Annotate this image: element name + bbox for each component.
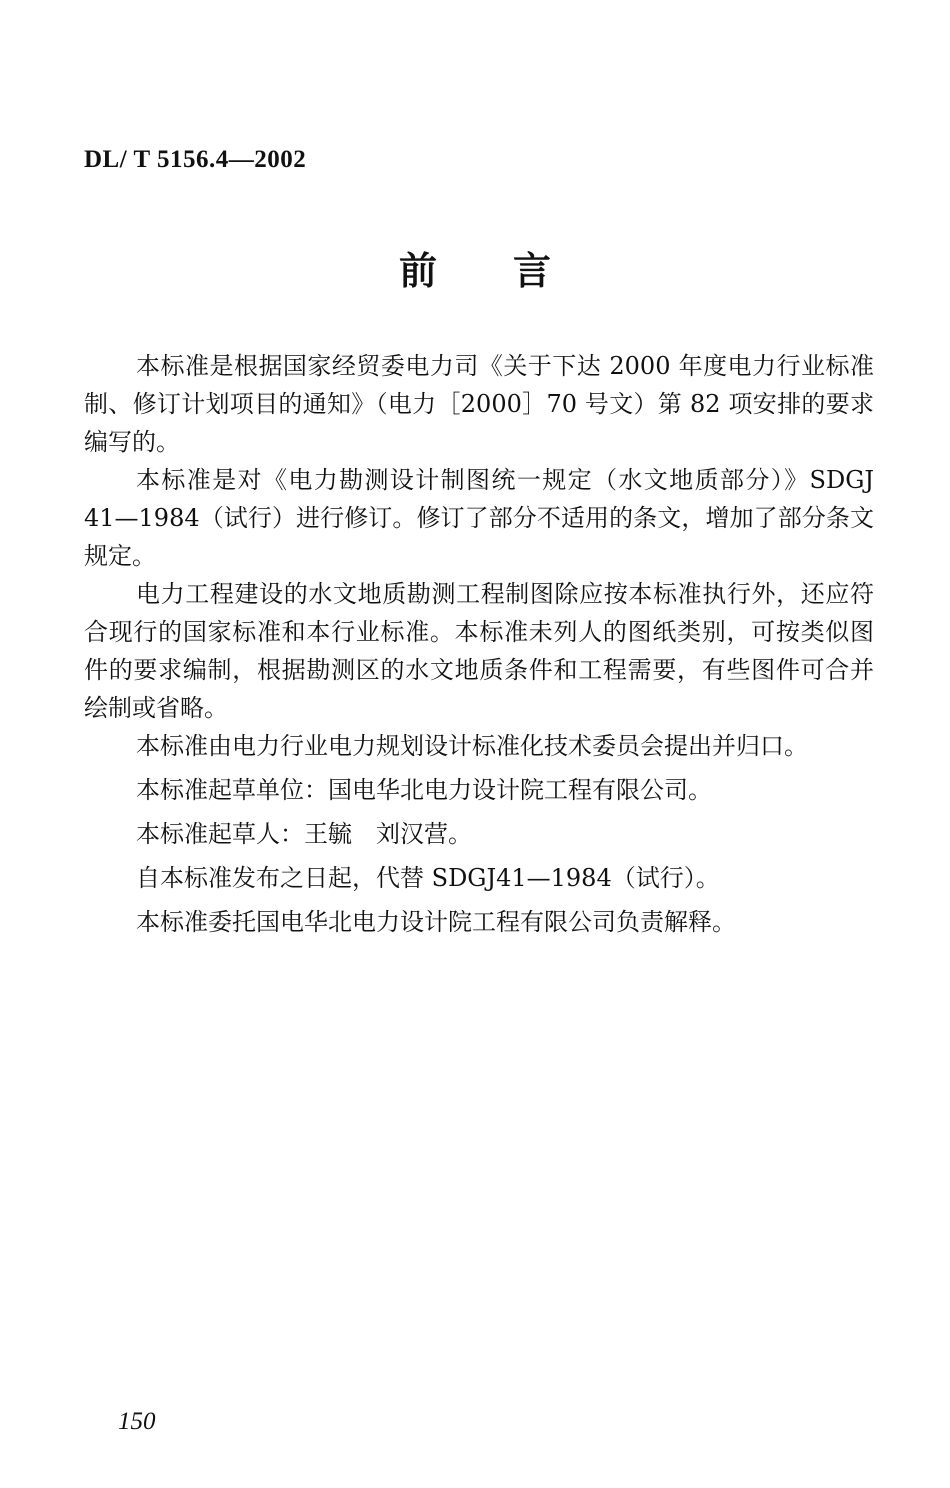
paragraph-1: 本标准是根据国家经贸委电力司《关于下达 2000 年度电力行业标准制、修订计划项目的通知》（电力［2000］70 号文）第 82 项安排的要求编写的。 [84, 352, 874, 456]
preface-body [84, 347, 874, 941]
paragraph-6: 本标准起草人：王毓 刘汉营。 [136, 820, 472, 848]
title-char-2: 言 [513, 249, 552, 293]
paragraph-5: 本标准起草单位：国电华北电力设计院工程有限公司。 [136, 776, 712, 804]
page-title [0, 240, 950, 295]
paragraph-2: 本标准是对《电力勘测设计制图统一规定（水文地质部分）》SDGJ 41—1984（试行）进行修订。修订了部分不适用的条文，增加了部分条文规定。 [84, 466, 874, 570]
page-number: 150 [118, 1408, 156, 1435]
paragraph-7: 自本标准发布之日起，代替 SDGJ41—1984（试行）。 [136, 864, 720, 892]
standard-code: DL/ T 5156.4—2002 [84, 146, 307, 173]
paragraph-3: 电力工程建设的水文地质勘测工程制图除应按本标准执行外，还应符合现行的国家标准和本行业标准。本标准未列人的图纸类别，可按类似图件的要求编制，根据勘测区的水文地质条件和工程需要，有些图件可合并绘制或省略。 [84, 580, 874, 722]
title-char-1: 前 [398, 249, 437, 293]
paragraph-4: 本标准由电力行业电力规划设计标准化技术委员会提出并归口。 [136, 732, 808, 760]
paragraph-8: 本标准委托国电华北电力设计院工程有限公司负责解释。 [136, 908, 736, 936]
